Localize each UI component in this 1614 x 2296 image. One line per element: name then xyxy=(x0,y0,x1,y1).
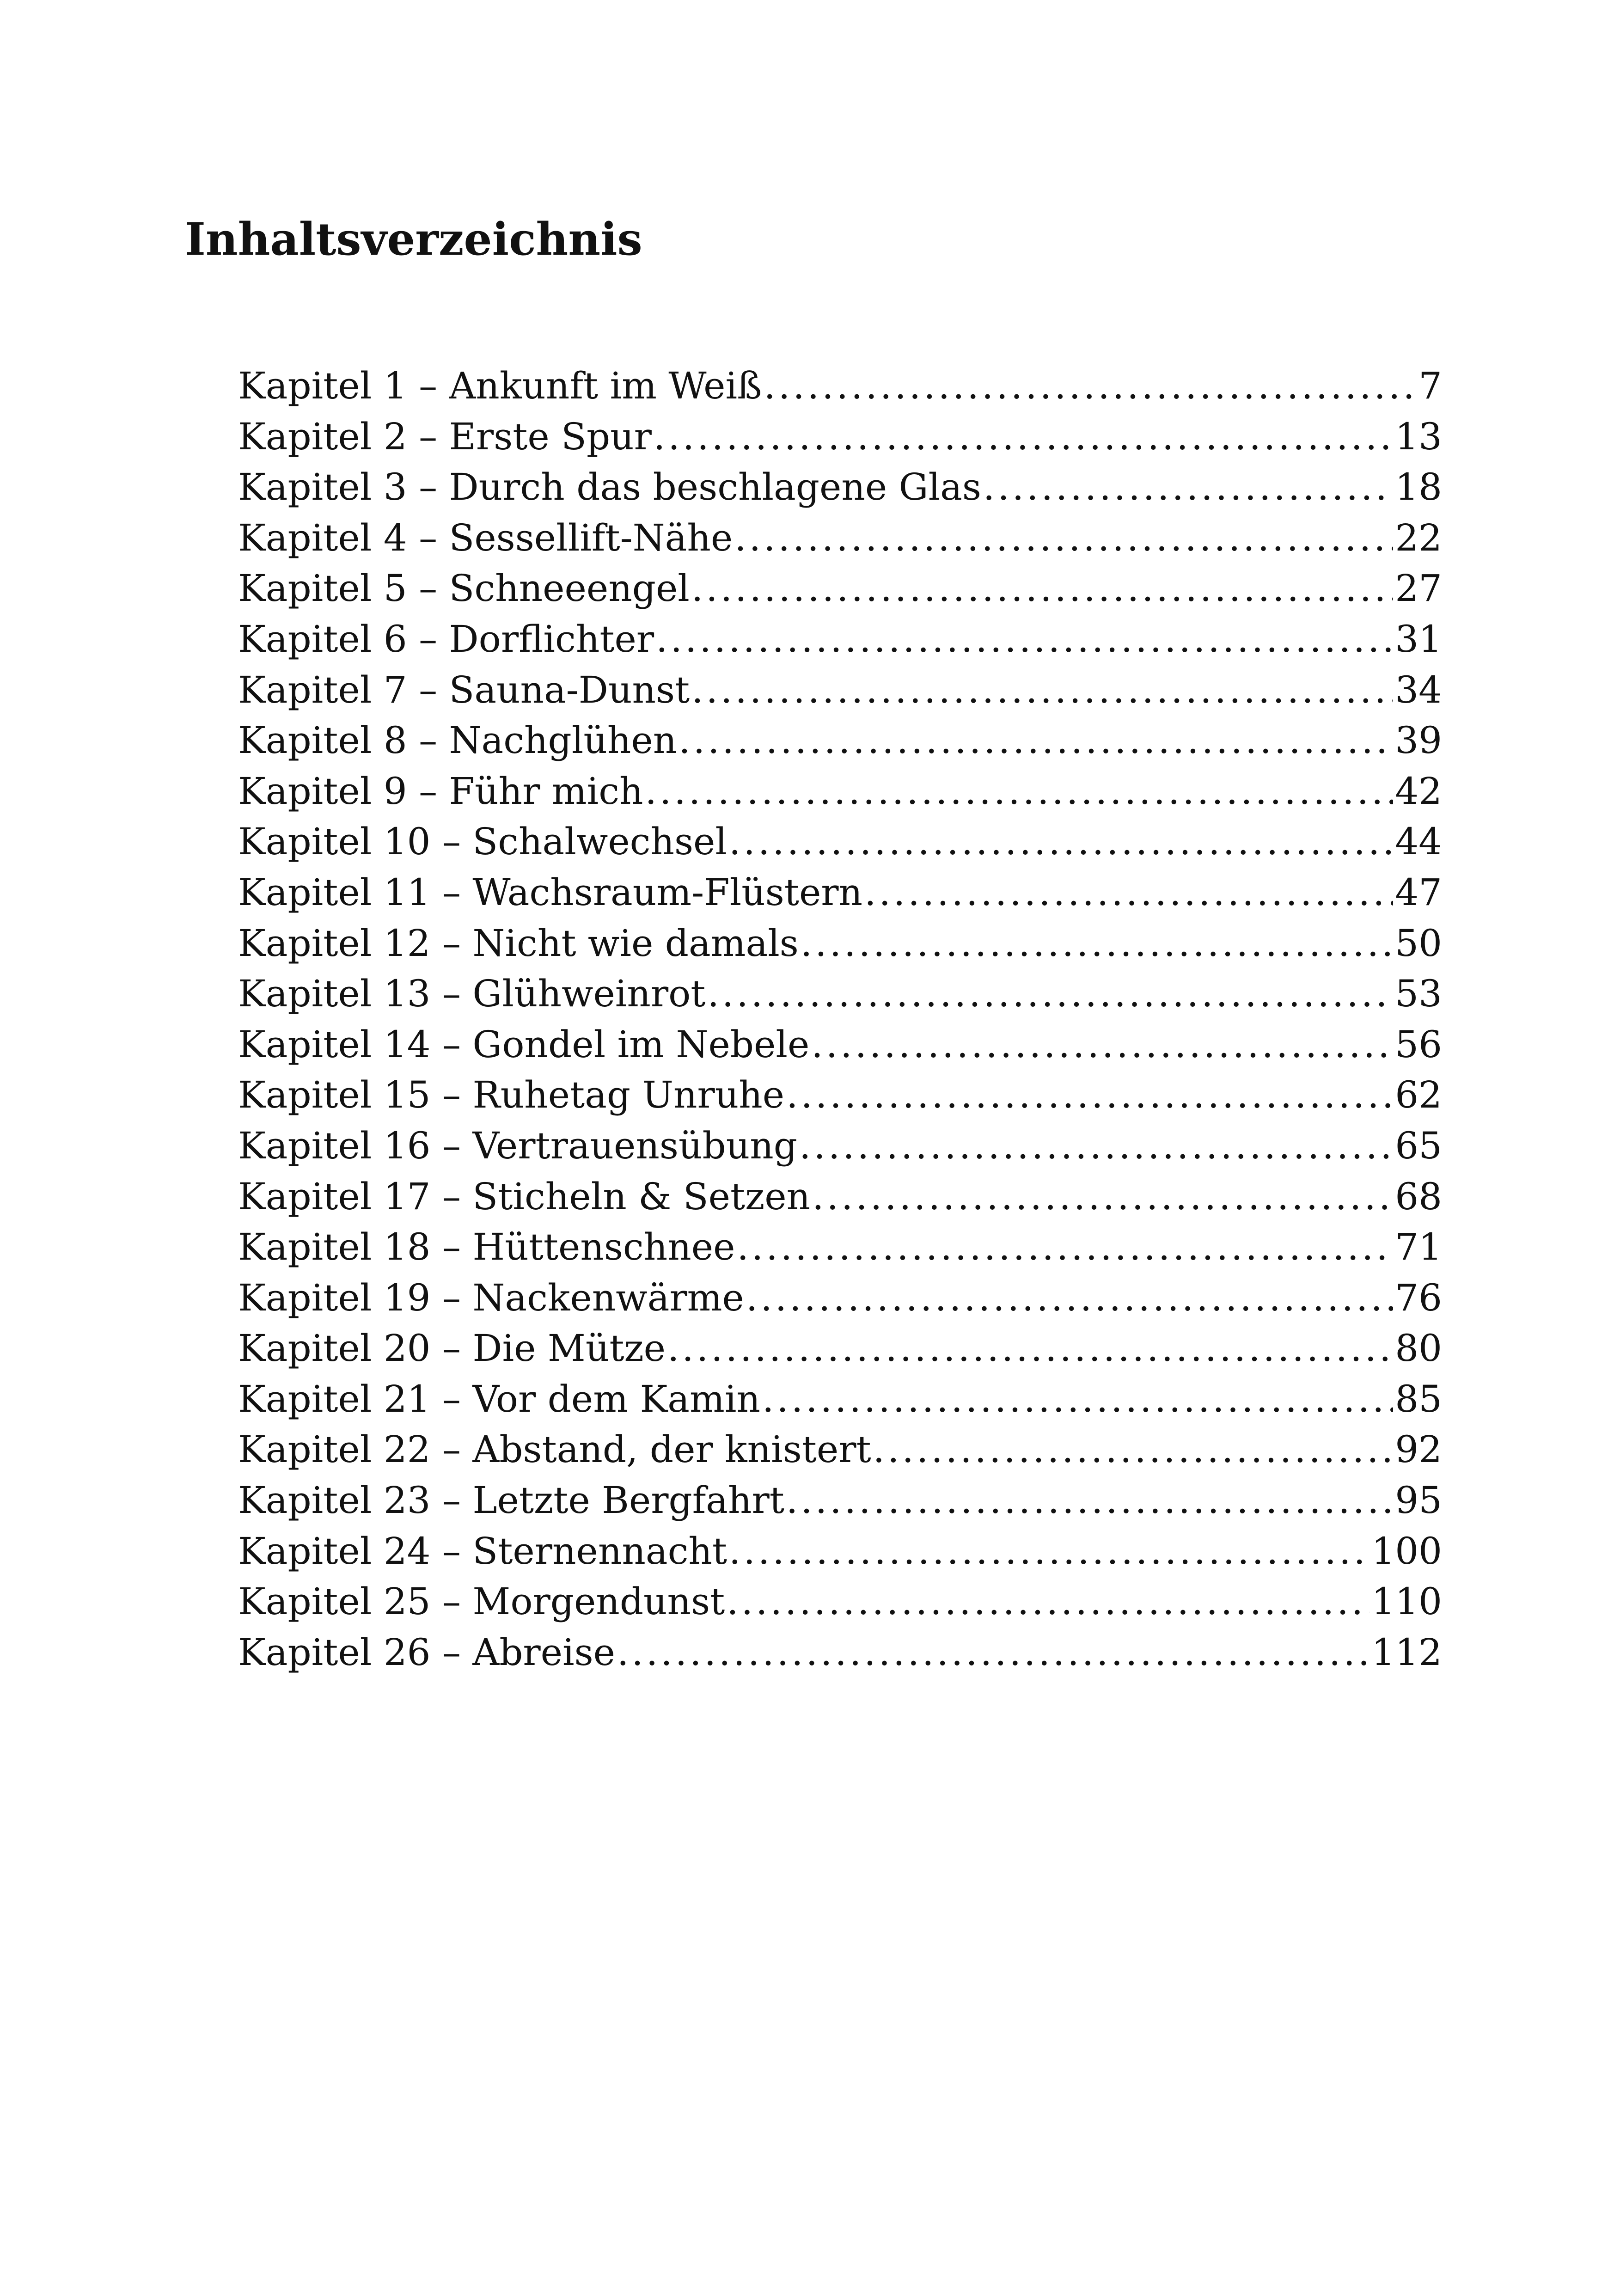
toc-entry xyxy=(238,665,1442,716)
toc-entry-page-number: 100 xyxy=(1371,1529,1442,1573)
toc-dot-leader xyxy=(764,361,1417,411)
toc-dot-leader xyxy=(746,1273,1393,1323)
toc-entry xyxy=(238,918,1442,969)
toc-entry xyxy=(238,816,1442,867)
toc-entry-label: Kapitel 24 – Sternennacht xyxy=(238,1529,728,1573)
toc-dot-leader xyxy=(811,1019,1393,1070)
toc-dot-leader xyxy=(727,1576,1369,1627)
toc-entry-label: Kapitel 1 – Ankunft im Weiß xyxy=(238,364,762,407)
toc-entry xyxy=(238,563,1442,614)
toc-dot-leader xyxy=(617,1627,1369,1678)
toc-dot-leader xyxy=(679,715,1393,766)
toc-entry-page-number: 7 xyxy=(1418,364,1442,407)
toc-entry xyxy=(238,462,1442,513)
toc-entry xyxy=(238,867,1442,918)
toc-entry-label: Kapitel 25 – Morgendunst xyxy=(238,1580,725,1623)
toc-dot-leader xyxy=(645,766,1394,817)
toc-entry-page-number: 42 xyxy=(1395,769,1442,813)
toc-entry-page-number: 80 xyxy=(1395,1327,1442,1370)
toc-title: Inhaltsverzeichnis xyxy=(185,213,642,265)
toc-entry-page-number: 53 xyxy=(1395,972,1442,1016)
toc-entry-page-number: 34 xyxy=(1395,668,1442,711)
toc-entry-page-number: 18 xyxy=(1395,465,1442,509)
toc-dot-leader xyxy=(864,867,1393,918)
table-of-contents xyxy=(238,361,1442,1678)
toc-entry-label: Kapitel 4 – Sessellift-Nähe xyxy=(238,516,733,559)
toc-entry xyxy=(238,1019,1442,1070)
toc-entry-label: Kapitel 13 – Glühweinrot xyxy=(238,972,706,1016)
toc-dot-leader xyxy=(737,1222,1393,1273)
toc-entry-label: Kapitel 18 – Hüttenschnee xyxy=(238,1225,735,1269)
toc-dot-leader xyxy=(691,665,1393,716)
toc-dot-leader xyxy=(654,411,1393,462)
toc-entry xyxy=(238,1627,1442,1678)
toc-entry xyxy=(238,614,1442,665)
toc-dot-leader xyxy=(801,918,1393,969)
toc-entry xyxy=(238,1374,1442,1425)
toc-entry-page-number: 95 xyxy=(1395,1479,1442,1522)
toc-entry-label: Kapitel 15 – Ruhetag Unruhe xyxy=(238,1073,785,1117)
toc-entry-label: Kapitel 6 – Dorflichter xyxy=(238,617,654,661)
toc-entry-page-number: 47 xyxy=(1395,870,1442,914)
toc-dot-leader xyxy=(983,462,1393,513)
toc-entry-label: Kapitel 5 – Schneeengel xyxy=(238,567,690,610)
toc-entry-page-number: 44 xyxy=(1395,820,1442,863)
toc-dot-leader xyxy=(667,1323,1393,1374)
toc-entry xyxy=(238,766,1442,817)
toc-entry-page-number: 56 xyxy=(1395,1022,1442,1066)
toc-entry-label: Kapitel 11 – Wachsraum-Flüstern xyxy=(238,870,863,914)
toc-entry xyxy=(238,1475,1442,1526)
toc-dot-leader xyxy=(786,1070,1393,1120)
toc-entry-label: Kapitel 14 – Gondel im Nebele xyxy=(238,1022,810,1066)
toc-entry-page-number: 13 xyxy=(1395,415,1442,458)
toc-entry xyxy=(238,1424,1442,1475)
toc-entry xyxy=(238,1222,1442,1273)
toc-entry-label: Kapitel 8 – Nachglühen xyxy=(238,719,677,762)
toc-entry xyxy=(238,411,1442,462)
toc-entry xyxy=(238,361,1442,411)
toc-entry-page-number: 85 xyxy=(1395,1377,1442,1420)
toc-entry-page-number: 68 xyxy=(1395,1175,1442,1218)
toc-dot-leader xyxy=(691,563,1393,614)
toc-entry-page-number: 92 xyxy=(1395,1428,1442,1471)
toc-entry xyxy=(238,513,1442,563)
toc-entry xyxy=(238,1323,1442,1374)
toc-entry-page-number: 62 xyxy=(1395,1073,1442,1117)
toc-entry-label: Kapitel 7 – Sauna-Dunst xyxy=(238,668,690,711)
toc-entry xyxy=(238,1526,1442,1577)
toc-dot-leader xyxy=(729,1526,1369,1577)
toc-entry-page-number: 50 xyxy=(1395,921,1442,965)
toc-entry-page-number: 31 xyxy=(1395,617,1442,661)
toc-entry-label: Kapitel 12 – Nicht wie damals xyxy=(238,921,799,965)
toc-entry-page-number: 27 xyxy=(1395,567,1442,610)
toc-entry xyxy=(238,715,1442,766)
toc-entry-label: Kapitel 3 – Durch das beschlagene Glas xyxy=(238,465,981,509)
toc-entry-page-number: 76 xyxy=(1395,1276,1442,1319)
toc-entry-label: Kapitel 26 – Abreise xyxy=(238,1630,615,1674)
toc-entry-label: Kapitel 17 – Sticheln & Setzen xyxy=(238,1175,811,1218)
toc-entry-label: Kapitel 2 – Erste Spur xyxy=(238,415,652,458)
toc-entry-page-number: 65 xyxy=(1395,1124,1442,1167)
toc-entry xyxy=(238,1273,1442,1323)
toc-entry xyxy=(238,1070,1442,1120)
toc-dot-leader xyxy=(729,816,1393,867)
toc-entry-page-number: 110 xyxy=(1371,1580,1442,1623)
toc-entry-page-number: 112 xyxy=(1371,1630,1442,1674)
toc-entry-page-number: 71 xyxy=(1395,1225,1442,1269)
toc-entry-label: Kapitel 21 – Vor dem Kamin xyxy=(238,1377,760,1420)
toc-entry xyxy=(238,1576,1442,1627)
toc-dot-leader xyxy=(873,1424,1394,1475)
toc-entry-page-number: 22 xyxy=(1395,516,1442,559)
toc-entry xyxy=(238,1171,1442,1222)
toc-entry-page-number: 39 xyxy=(1395,719,1442,762)
toc-dot-leader xyxy=(707,968,1393,1019)
toc-dot-leader xyxy=(799,1120,1393,1171)
toc-dot-leader xyxy=(762,1374,1393,1425)
toc-entry-label: Kapitel 22 – Abstand, der knistert xyxy=(238,1428,871,1471)
toc-entry-label: Kapitel 16 – Vertrauensübung xyxy=(238,1124,797,1167)
toc-entry-label: Kapitel 20 – Die Mütze xyxy=(238,1327,666,1370)
toc-entry-label: Kapitel 19 – Nackenwärme xyxy=(238,1276,744,1319)
toc-dot-leader xyxy=(812,1171,1393,1222)
toc-entry xyxy=(238,968,1442,1019)
toc-entry xyxy=(238,1120,1442,1171)
toc-dot-leader xyxy=(786,1475,1393,1526)
toc-entry-label: Kapitel 23 – Letzte Bergfahrt xyxy=(238,1479,784,1522)
toc-dot-leader xyxy=(656,614,1393,665)
toc-entry-label: Kapitel 10 – Schalwechsel xyxy=(238,820,727,863)
toc-entry-label: Kapitel 9 – Führ mich xyxy=(238,769,643,813)
toc-dot-leader xyxy=(734,513,1393,563)
